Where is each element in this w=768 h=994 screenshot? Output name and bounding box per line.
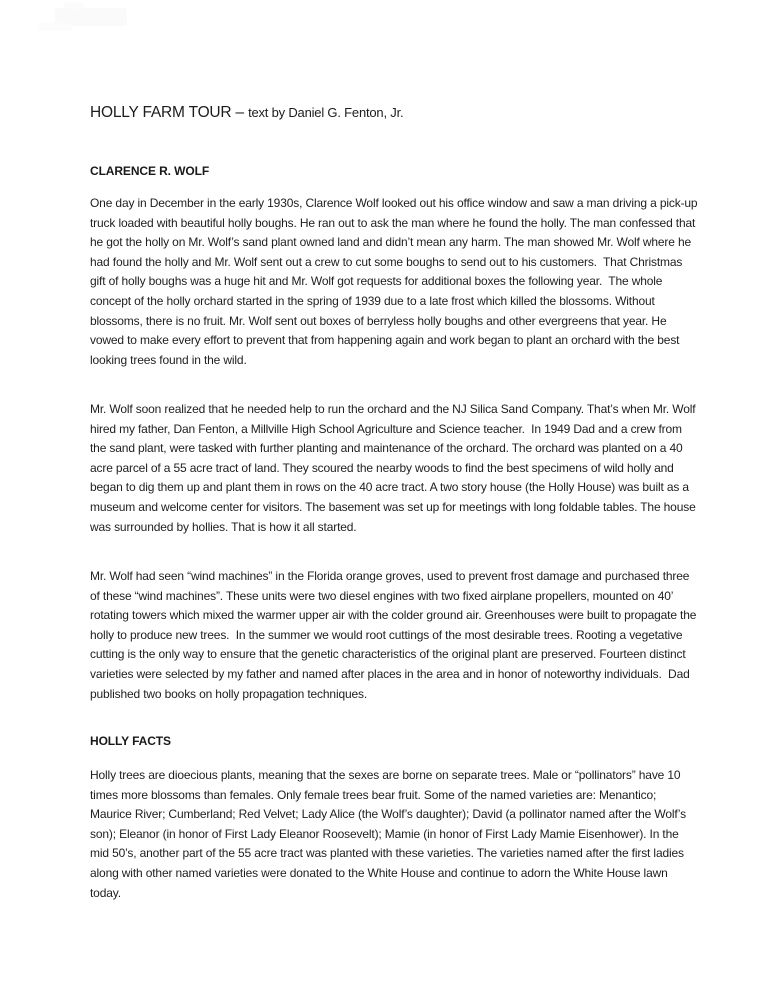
section-heading-clarence-r-wolf: CLARENCE R. WOLF (90, 164, 210, 178)
paragraph-holly-facts-1: Holly trees are dioecious plants, meaning that the sexes are borne on separate trees. Male or “pollinators” have 10 times more blossoms than females. Only female trees bear fruit. Some of the named varieties are: Menantico; Maurice River; Cumberland; Red Velvet; Lady Alice (the Wolf’s daughter); David (a pollinator named after the Wolf’s son); Eleanor (in honor of First Lady Eleanor Roosevelt); Mamie (in honor of First Lady Mamie Eisenhower). In the mid 50’s, another part of the 55 acre tract was planted with these varieties. The varieties named after the first ladies along with other named varieties were donated to the White House and continue to adorn the White House lawn today. (90, 768, 690, 900)
section-heading-holly-facts: HOLLY FACTS (90, 734, 171, 748)
document-title-byline: text by Daniel G. Fenton, Jr. (248, 105, 404, 120)
document-title (90, 88, 730, 125)
paragraph-clarence-2: Mr. Wolf soon realized that he needed help to run the orchard and the NJ Silica Sand Company. That’s when Mr. Wolf hired my father, Dan Fenton, a Millville High School Agriculture and Science teacher. In 1949 Dad and a crew from the sand plant, were tasked with further planting and maintenance of the orchard. The orchard was planted on a 40 acre parcel of a 55 acre tract of land. They scoured the nearby woods to find the best specimens of wild holly and began to dig them up and plant them in rows on the 40 acre tract. A two story house (the Holly House) was built as a museum and welcome center for visitors. The basement was set up for meetings with long foldable tables. The house was surrounded by hollies. That is how it all started. (90, 402, 699, 534)
paragraph-clarence-1: One day in December in the early 1930s, Clarence Wolf looked out his office window and saw a man driving a pick-up truck loaded with beautiful holly boughs. He ran out to ask the man where he found the holly. The man confessed that he got the holly on Mr. Wolf’s sand plant owned land and didn’t mean any harm. The man showed Mr. Wolf where he had found the holly and Mr. Wolf sent out a crew to cut some boughs to send out to his customers. That Christmas gift of holly boughs was a huge hit and Mr. Wolf got requests for additional boxes the following year. The whole concept of the holly orchard started in the spring of 1939 due to a late frost which killed the blossoms. Without blossoms, there is no fruit. Mr. Wolf sent out boxes of berryless holly boughs and other evergreens that year. He vowed to make every effort to prevent that from happening again and work began to plant an orchard with the best looking trees found in the wild. (90, 196, 701, 367)
scan-artifact (38, 23, 72, 31)
scan-artifact (64, 2, 84, 9)
document-title-separator: – (231, 104, 249, 121)
paragraph-clarence-3: Mr. Wolf had seen “wind machines” in the Florida orange groves, used to prevent frost damage and purchased three of these “wind machines”. These units were two diesel engines with two fixed airplane propellers, mounted on 40’ rotating towers which mixed the warmer upper air with the colder ground air. Greenhouses were built to propagate the holly to produce new trees. In the summer we would root cuttings of the most desirable trees. Rooting a vegetative cutting is the only way to ensure that the genetic characteristics of the original plant are preserved. Fourteen distinct varieties were selected by my father and named after places in the area and in honor of noteworthy individuals. Dad published two books on holly propagation techniques. (90, 569, 700, 701)
document-title-main: HOLLY FARM TOUR (90, 104, 232, 121)
